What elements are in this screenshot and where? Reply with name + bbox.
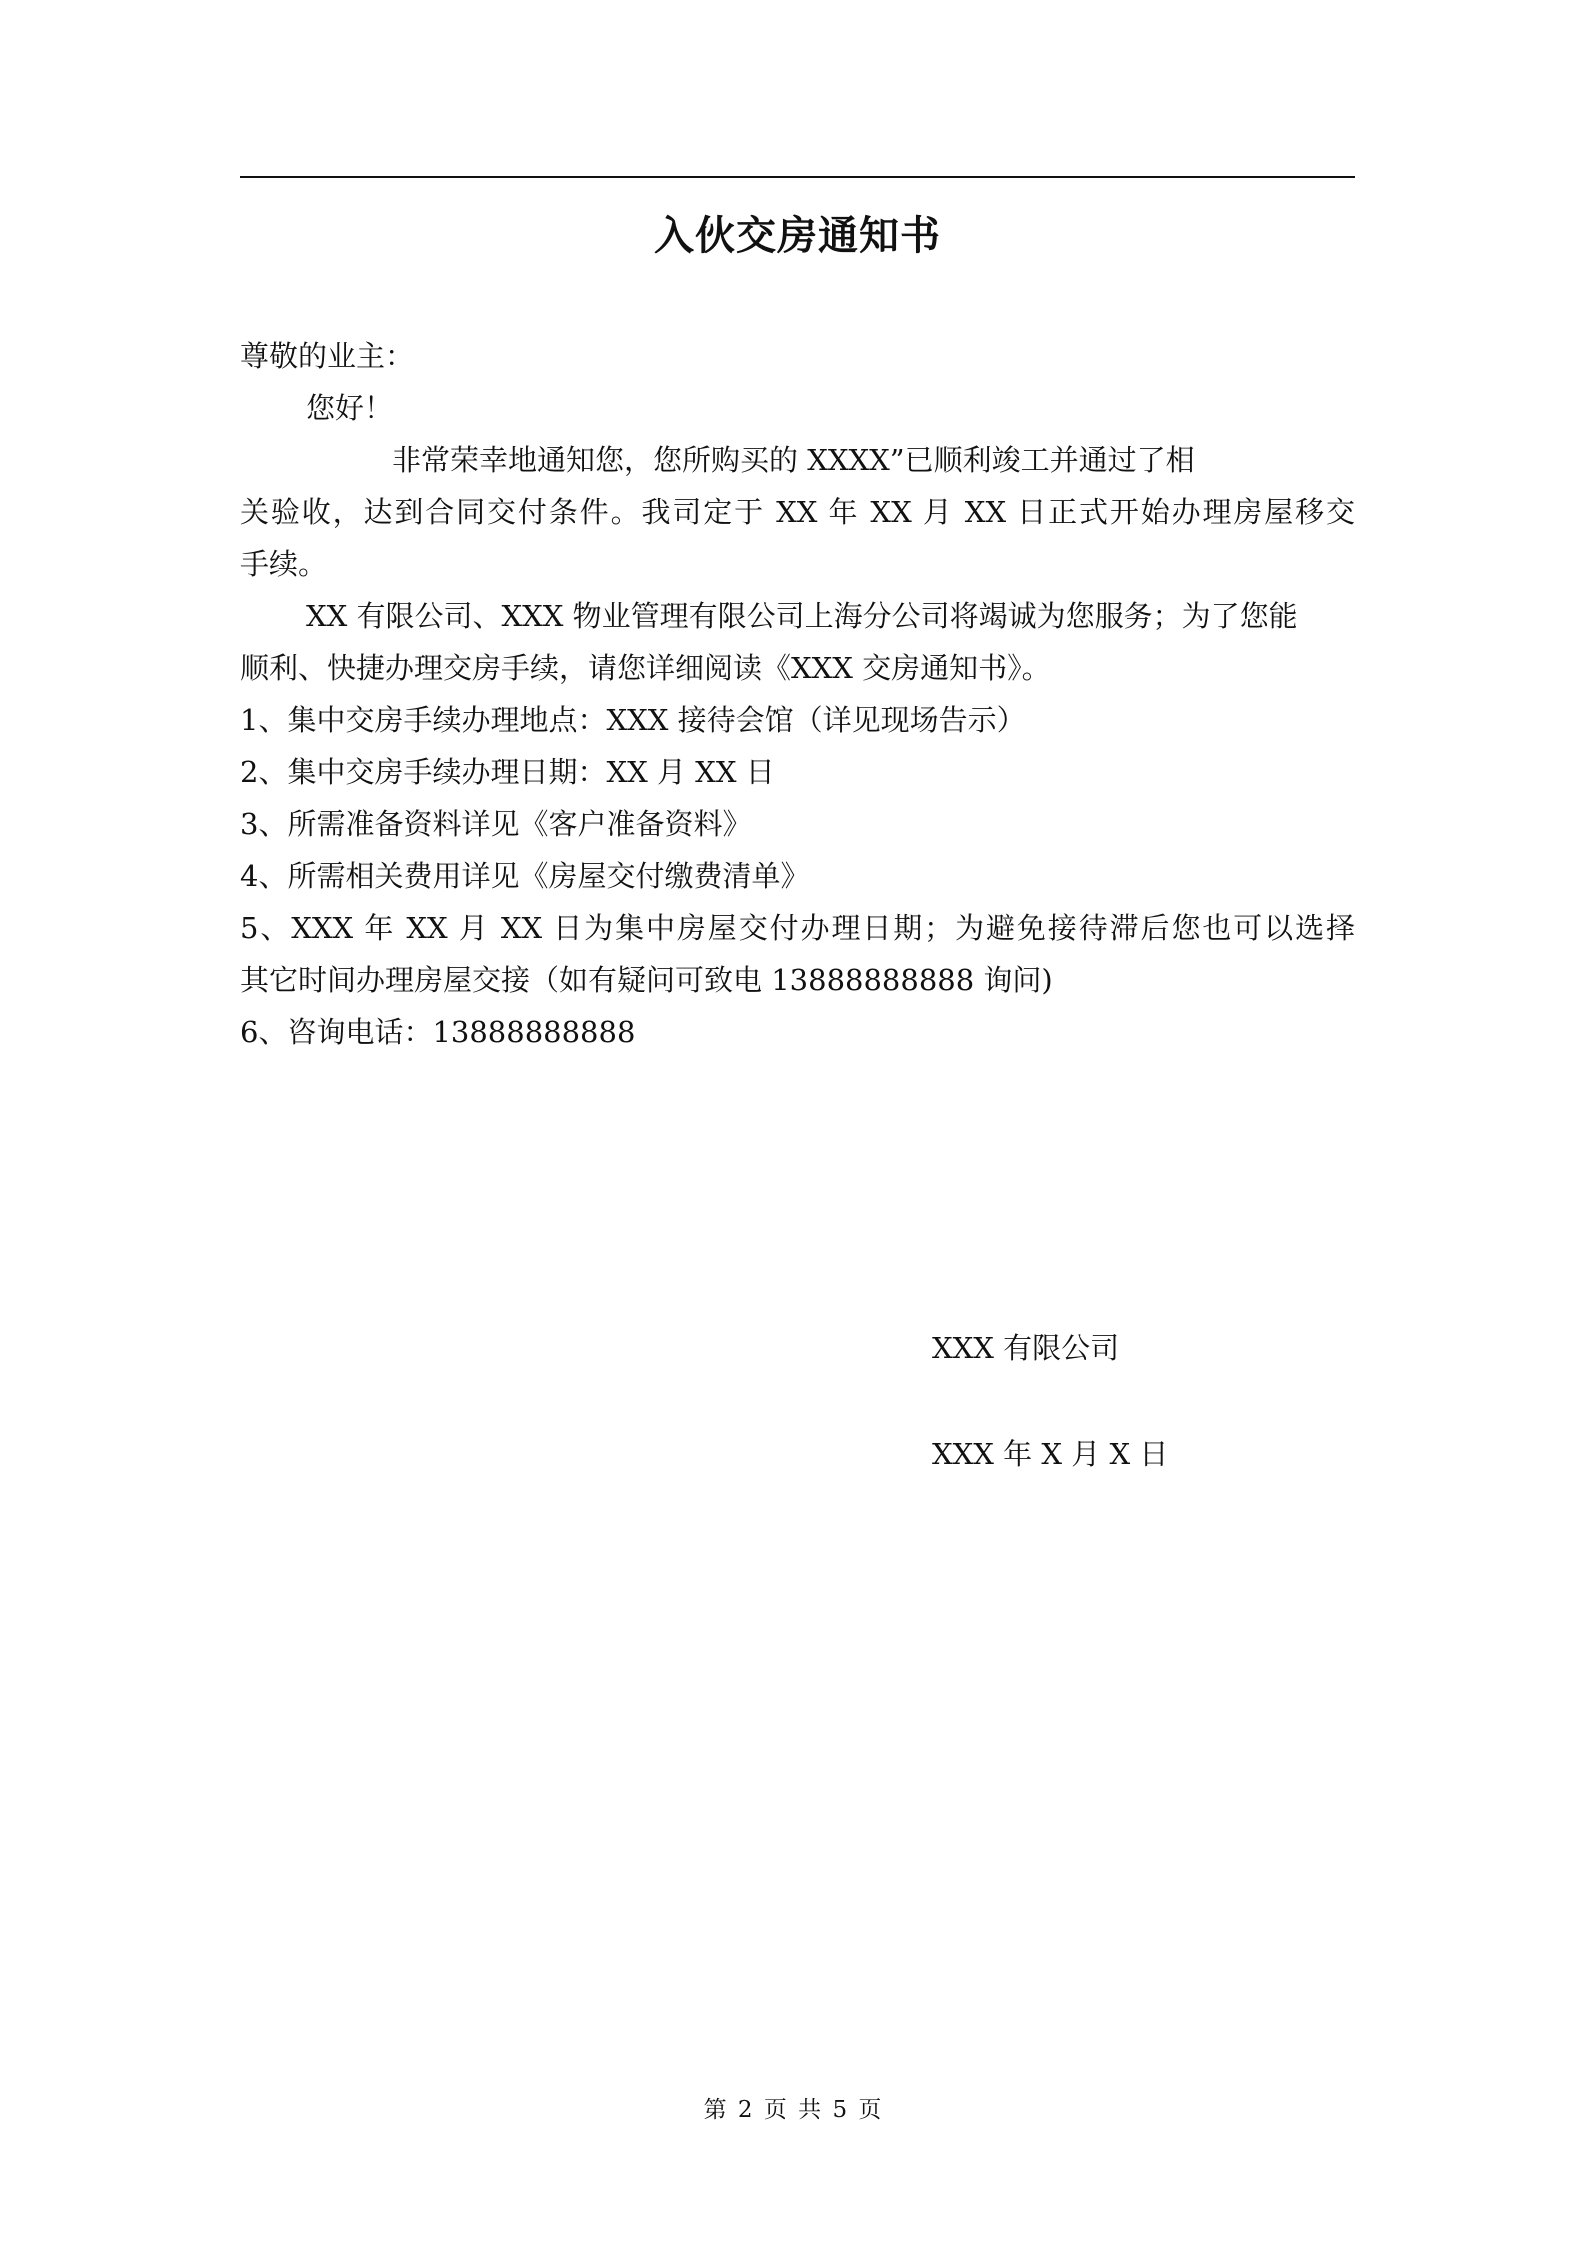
list-item: 1、集中交房手续办理地点：XXX 接待会馆（详见现场告示） xyxy=(240,703,1026,737)
paragraph1-line3: 手续。 xyxy=(240,547,328,581)
list-item: 6、咨询电话：13888888888 xyxy=(240,1015,636,1049)
list-item: 4、所需相关费用详见《房屋交付缴费清单》 xyxy=(240,859,810,893)
list-item: 3、所需准备资料详见《客户准备资料》 xyxy=(240,807,752,841)
greeting: 尊敬的业主： xyxy=(240,339,415,373)
header-rule xyxy=(240,176,1355,178)
signature-company: XXX 有限公司 xyxy=(932,1331,1120,1365)
document-title: 入伙交房通知书 xyxy=(654,212,941,259)
paragraph1-line1: 非常荣幸地通知您，您所购买的 XXXX”已顺利竣工并通过了相 xyxy=(392,443,1195,477)
list-item: 5、XXX 年 XX 月 XX 日为集中房屋交付办理日期；为避免接待滞后您也可以选择 xyxy=(240,911,1355,945)
signature-date: XXX 年 X 月 X 日 xyxy=(932,1437,1169,1471)
page-footer: 第 2 页 共 5 页 xyxy=(703,2097,884,2123)
paragraph2-line2: 顺利、快捷办理交房手续，请您详细阅读《XXX 交房通知书》。 xyxy=(240,651,1051,685)
paragraph1-line2: 关验收，达到合同交付条件。我司定于 XX 年 XX 月 XX 日正式开始办理房屋移交 xyxy=(240,495,1355,529)
list-item: 2、集中交房手续办理日期：XX 月 XX 日 xyxy=(240,755,775,789)
hello-line: 您好！ xyxy=(306,391,394,425)
paragraph2-line1: XX 有限公司、XXX 物业管理有限公司上海分公司将竭诚为您服务；为了您能 xyxy=(306,599,1298,633)
list-item-continuation: 其它时间办理房屋交接（如有疑问可致电 13888888888 询问) xyxy=(240,963,1053,997)
